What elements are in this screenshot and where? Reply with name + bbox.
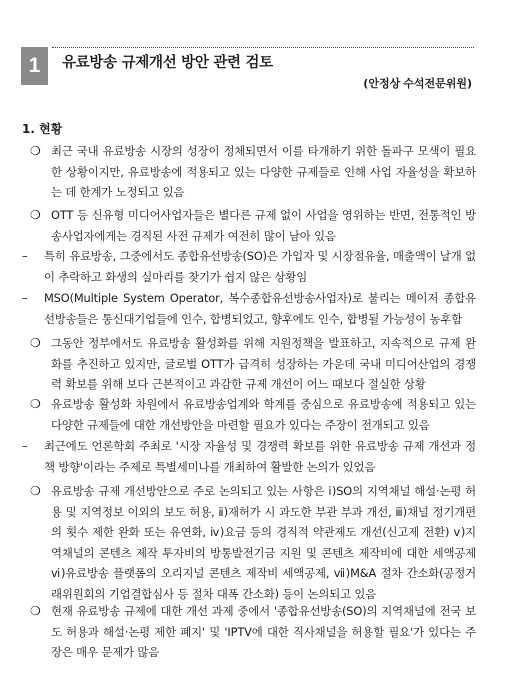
- section-heading: 1. 현황: [22, 122, 63, 136]
- main-item-text: OTT 등 신유형 미디어사업자들은 별다른 규제 없이 사업을 영위하는 반면, 전통적인 방송사업자에게는 경직된 사전 규제가 여전히 많이 남아 있음: [51, 208, 476, 243]
- main-item: [22, 141, 476, 203]
- circle-bullet-icon: ❍: [30, 604, 41, 618]
- author-role: 수석전문위원: [403, 77, 467, 90]
- main-item-text: 최근 국내 유료방송 시장의 성장이 정체되면서 이를 타개하기 위한 돌파구 모색이 필요한 상황이지만, 유료방송에 적용되고 있는 다양한 규제들로 인해 사업 자율성을 확보하는 데 한계가 노정되고 있음: [51, 144, 476, 199]
- dash-bullet-icon: –: [22, 439, 28, 453]
- main-item: [22, 205, 476, 246]
- sub-item: [22, 288, 476, 329]
- main-item-text: 현재 유료방송 규제에 대한 개선 과제 중에서 '종합유선방송(SO)의 지역채널에 전국 보도 허용과 해설·논평 제한 폐지' 및 'IPTV에 대한 직사채널을 허용할 필요'가 있다는 주장은 매우 문제가 많음: [51, 604, 476, 659]
- main-item: [22, 333, 476, 395]
- dash-bullet-icon: –: [22, 291, 28, 305]
- sub-item-text: 특히 유료방송, 그중에서도 종합유선방송(SO)은 가입자 및 시장점유율, 매출액이 날개 없이 추락하고 화생의 실마리를 찾기가 쉽지 않은 상황임: [44, 249, 476, 284]
- sub-item-text: 최근에도 언론학회 주최로 '시장 자율성 및 경쟁력 확보를 위한 유료방송 규제 개선과 정책 방향'이라는 주제로 특별세미나를 개최하여 활발한 논의가 있었음: [44, 439, 476, 474]
- main-item: [22, 601, 476, 663]
- sub-item: [22, 246, 476, 287]
- main-item-text: 유료방송 규제 개선방안으로 주로 논의되고 있는 사항은 ⅰ)SO의 지역채널 해설·논평 허용 및 지역정보 이외의 보도 허용, ⅱ)재허가 시 과도한 부관 부과 개선, ⅲ)채널 정기개편의 횟수 제한 완화 또는 유연화, ⅳ)요금 등의 경직적 약관제도 개선(신고제 전환) ⅴ)지역채널의 콘텐츠 제작 투자비의 방통발전기금 지원 및 콘텐츠 제작비에 대한 세액공제 ⅵ)유료방송 플랫폼의 오리지널 콘텐츠 제작비 세액공제, ⅶ)M&A 절차 간소화(공정거래위원회의 기업결합심사 등 절차 대폭 간소화) 등이 논의되고 있음: [51, 484, 476, 601]
- author-name: 안정상: [368, 77, 401, 90]
- sub-item: [22, 436, 476, 477]
- section-number-box: 1: [21, 47, 48, 85]
- author-open-paren: (: [363, 77, 369, 90]
- author-line: [363, 75, 472, 91]
- header-dotted-rule: [52, 47, 474, 48]
- main-item-text: 그동안 정부에서도 유료방송 활성화를 위해 지원정책을 발표하고, 지속적으로 규제 완화를 추진하고 있지만, 글로벌 OTT가 급격히 성장하는 가운데 국내 미디어산업의 경쟁력 확보를 위해 보다 근본적이고 과감한 규제 개선이 어느 때보다 절실한 상황: [51, 336, 476, 391]
- dash-bullet-icon: –: [22, 249, 28, 263]
- main-item: [22, 481, 476, 604]
- circle-bullet-icon: ❍: [30, 336, 41, 350]
- circle-bullet-icon: ❍: [30, 208, 41, 222]
- document-title: 유료방송 규제개선 방안 관련 검토: [62, 55, 273, 71]
- author-close-paren: ): [466, 77, 472, 90]
- circle-bullet-icon: ❍: [30, 397, 41, 411]
- circle-bullet-icon: ❍: [30, 144, 41, 158]
- main-item-text: 유료방송 활성화 차원에서 유료방송업계와 학계를 중심으로 유료방송에 적용되고 있는 다양한 규제들에 대한 개선방안을 마련할 필요가 있다는 주장이 전개되고 있음: [51, 397, 476, 432]
- main-item: [22, 394, 476, 435]
- circle-bullet-icon: ❍: [30, 484, 41, 498]
- sub-item-text: MSO(Multiple System Operator, 복수종합유선방송사업자)로 불리는 메이저 종합유선방송들은 통신대기업들에 인수, 합병되었고, 향후에도 인수, 합병될 가능성이 농후함: [44, 291, 476, 326]
